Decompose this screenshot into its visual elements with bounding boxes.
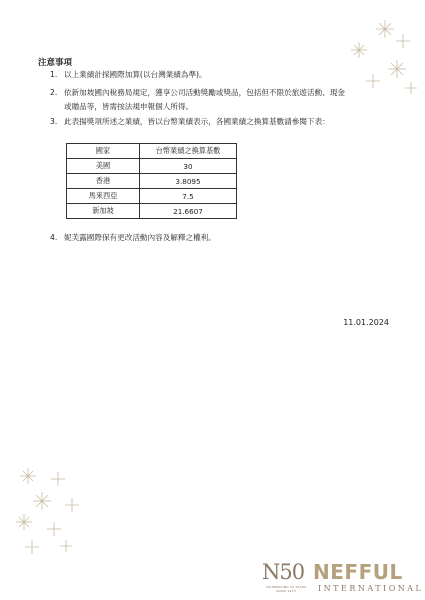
document-date: 11.01.2024: [343, 318, 389, 327]
item-text: 妮芙露國際保有更改活動內容及解釋之權利。: [64, 233, 216, 242]
notice-item-2: [50, 86, 380, 114]
table-row: [67, 204, 237, 219]
country-cell: 馬來西亞: [67, 189, 140, 204]
header-country: 國家: [67, 144, 140, 159]
table-header-row: [67, 144, 237, 159]
item-text: 此表揚獎項所述之業績，皆以台幣業績表示，各國業績之換算基數請參閱下表：: [64, 117, 330, 126]
logo-n50: N50: [262, 560, 305, 584]
item-number: 2.: [50, 88, 58, 97]
item-number: 3.: [50, 117, 58, 126]
item-text: 以上業績計採國際加算(以台灣業績為準)。: [64, 70, 207, 79]
item-number: 4.: [50, 233, 58, 242]
item-text: 依新加坡國內稅務局規定，獲享公司活動獎勵或獎品，包括但不限於旅遊活動、現金: [64, 88, 345, 97]
notice-item-4: [50, 231, 380, 245]
sparkle-decoration-icon: [14, 462, 86, 557]
table-row: [67, 189, 237, 204]
nefful-logo: [262, 560, 424, 594]
country-cell: 新加坡: [67, 204, 140, 219]
notice-item-1: [50, 68, 380, 82]
logo-tagline-text: CELEBRATING 50 YEARS: [265, 585, 307, 589]
rate-cell: 30: [140, 159, 237, 174]
logo-brand: NEFFUL: [313, 560, 403, 584]
notice-item-3: [50, 115, 380, 129]
notice-title: 注意事項: [38, 58, 73, 68]
rate-cell: 3.8095: [140, 174, 237, 189]
exchange-rate-table: [66, 143, 237, 219]
rate-cell: 21.6607: [140, 204, 237, 219]
item-number: 1.: [50, 70, 58, 79]
logo-since-text: SINCE 1973: [276, 589, 296, 593]
header-rate: 台幣業績之換算基數: [140, 144, 237, 159]
rate-cell: 7.5: [140, 189, 237, 204]
country-cell: 美國: [67, 159, 140, 174]
table-row: [67, 159, 237, 174]
logo-subtitle: INTERNATIONAL: [318, 584, 424, 593]
item-text-continued: 或贈品等，皆需按法規申報個人所得。: [64, 102, 194, 111]
logo-tagline: [262, 585, 310, 593]
table-row: [67, 174, 237, 189]
country-cell: 香港: [67, 174, 140, 189]
